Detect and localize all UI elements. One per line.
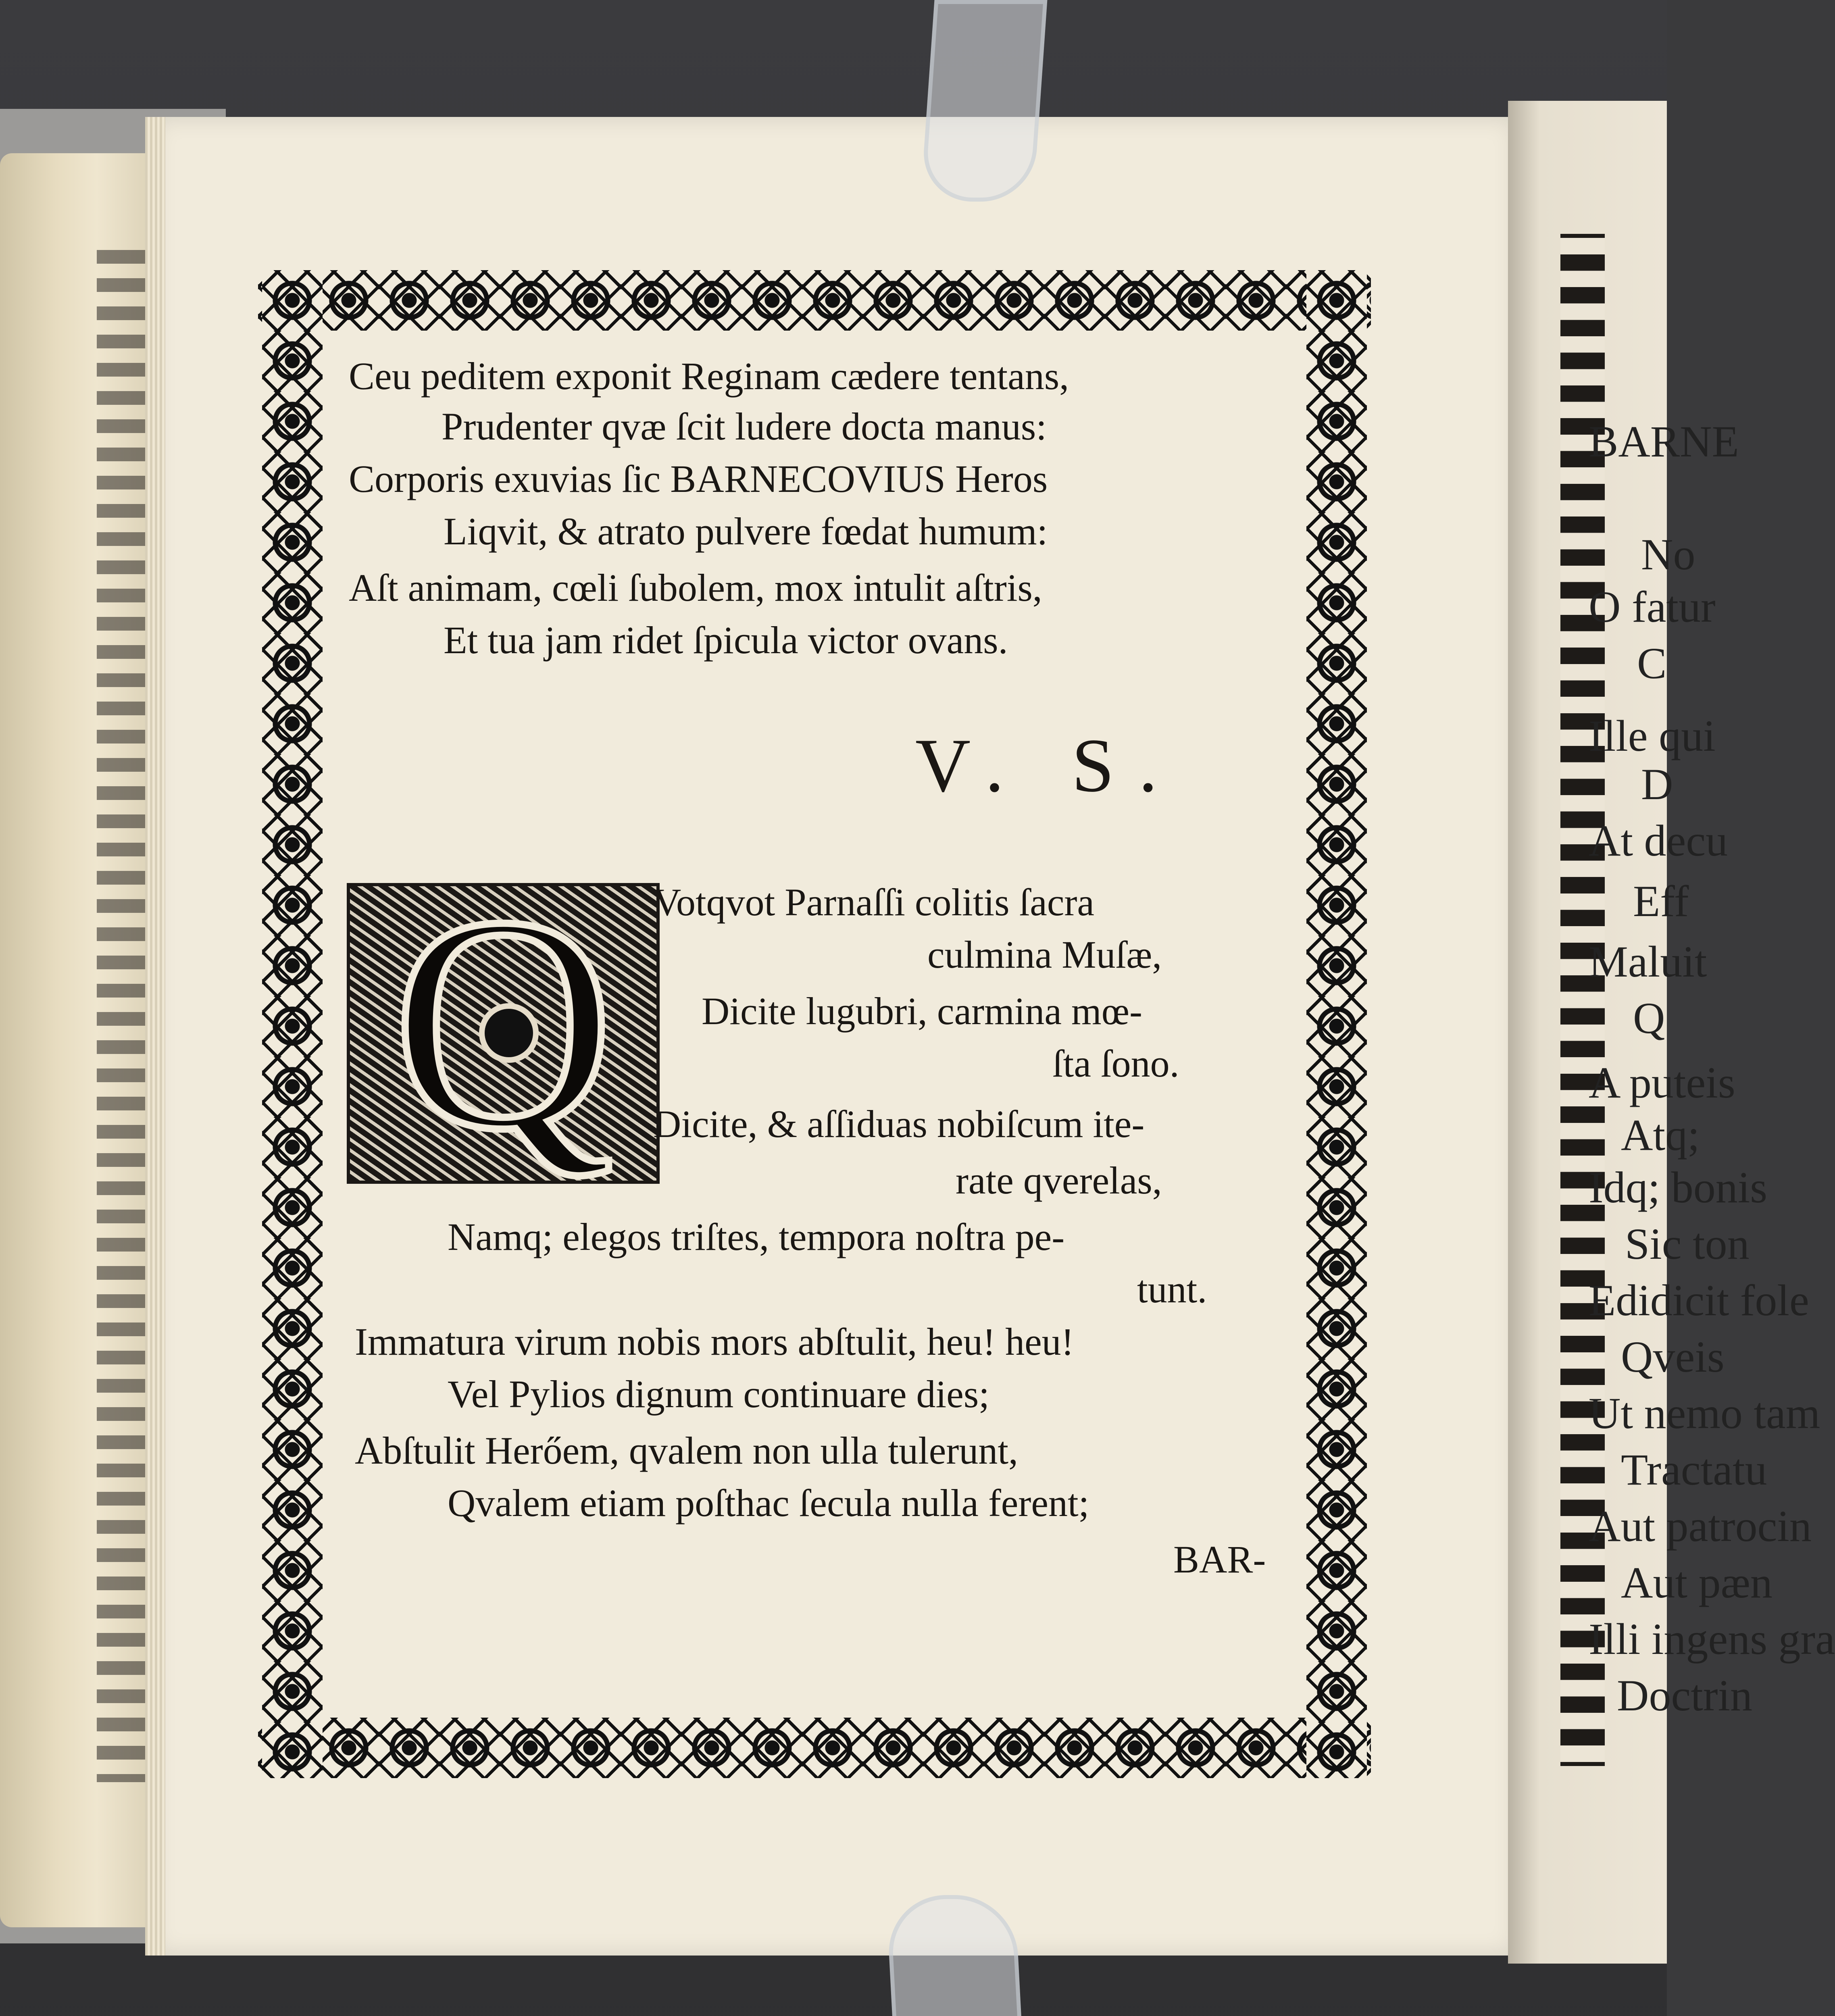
facing-page-line: Aut patrocin bbox=[1589, 1502, 1812, 1551]
decorated-initial bbox=[347, 854, 660, 1193]
facing-page-line: Edidicit fole bbox=[1589, 1276, 1809, 1325]
verse-line: tunt. bbox=[1137, 1268, 1207, 1311]
verse-line: Prudenter qvæ ſcit ludere docta manus: bbox=[442, 405, 1047, 448]
verse-line: ſta ſono. bbox=[1052, 1042, 1179, 1085]
facing-page-line: O fatur bbox=[1589, 582, 1716, 631]
initial-letter: Q bbox=[392, 854, 614, 1193]
ornament-border-bottom bbox=[258, 1718, 1371, 1778]
facing-page-line: Ut nemo tam bbox=[1589, 1389, 1820, 1438]
verse-line: culmina Muſæ, bbox=[927, 933, 1162, 976]
verse-line: rate qverelas, bbox=[956, 1159, 1162, 1202]
facing-page-line: Sic ton bbox=[1625, 1219, 1750, 1268]
facing-page-line: A puteis bbox=[1589, 1058, 1735, 1107]
ornament-border-right bbox=[1306, 270, 1367, 1778]
verse-line: Dicite, & aſſiduas nobiſcum ite- bbox=[653, 1102, 1145, 1145]
facing-page-line: Tractatu bbox=[1621, 1445, 1767, 1494]
ornament-border-left bbox=[262, 270, 323, 1778]
facing-page-line: Maluit bbox=[1589, 937, 1707, 986]
verse-line: Votqvot Parnaſſi colitis ſacra bbox=[653, 881, 1095, 924]
facing-page bbox=[1508, 101, 1835, 1964]
facing-page-line: Qveis bbox=[1621, 1332, 1725, 1381]
facing-page-line: Ille qui bbox=[1589, 711, 1716, 760]
heading: V. S. bbox=[915, 723, 1182, 808]
facing-page-line: Aut pæn bbox=[1621, 1558, 1773, 1607]
verse-line: Qvalem etiam poſthac ſecula nulla ferent; bbox=[448, 1481, 1089, 1524]
facing-page-line: Eff bbox=[1633, 877, 1689, 926]
facing-page-line: No bbox=[1641, 530, 1695, 579]
facing-page-line: Illi ingens gra bbox=[1589, 1614, 1835, 1664]
verse-line: Namq; elegos triſtes, tempora noſtra pe- bbox=[448, 1215, 1065, 1258]
verse-line: Abſtulit Herőem, qvalem non ulla tulerunt, bbox=[355, 1429, 1018, 1472]
facing-page-line: At decu bbox=[1589, 816, 1728, 865]
page-clip-top bbox=[921, 0, 1048, 202]
verse-line: Liqvit, & atrato pulvere fœdat humum: bbox=[444, 510, 1048, 553]
verse-line: Vel Pylios dignum continuare dies; bbox=[448, 1372, 989, 1416]
show-through-border bbox=[97, 250, 145, 1782]
verse-line: Aſt animam, cœli ſubolem, mox intulit aſtris, bbox=[349, 566, 1042, 609]
facing-page-line: C bbox=[1637, 639, 1667, 688]
verse-line: Immatura virum nobis mors abſtulit, heu! heu! bbox=[355, 1320, 1074, 1363]
facing-page-line: Atq; bbox=[1621, 1110, 1700, 1160]
verse-line: Dicite lugubri, carmina mœ- bbox=[702, 989, 1142, 1033]
facing-page-line: D bbox=[1641, 760, 1673, 809]
verse-line: Corporis exuvias ſic BARNECOVIUS Heros bbox=[349, 457, 1048, 500]
ornament-border-top bbox=[258, 270, 1371, 331]
facing-page-line: Idq; bonis bbox=[1589, 1163, 1768, 1212]
facing-page-line: Q bbox=[1633, 993, 1665, 1043]
catchword: BAR- bbox=[1173, 1538, 1266, 1581]
verse-line: Ceu peditem exponit Reginam cædere tentans, bbox=[349, 354, 1069, 398]
facing-page-line: Doctrin bbox=[1617, 1671, 1753, 1720]
facing-page-line: BARNE bbox=[1589, 417, 1739, 466]
verse-line: Et tua jam ridet ſpicula victor ovans. bbox=[444, 619, 1008, 662]
